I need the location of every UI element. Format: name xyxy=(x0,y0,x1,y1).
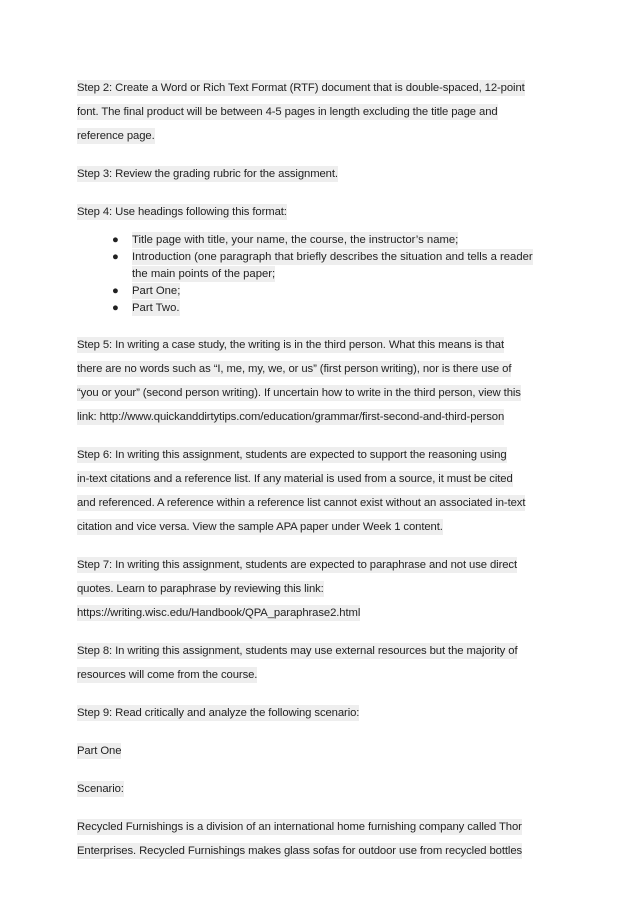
step-5-line-1: Step 5: In writing a case study, the writing is in the third person. What this means is that xyxy=(77,339,504,351)
part-one-heading xyxy=(77,739,567,763)
step-8-line-1: Step 8: In writing this assignment, students may use external resources but the majority of xyxy=(77,645,518,657)
step-7-line-1: Step 7: In writing this assignment, students are expected to paraphrase and not use direct xyxy=(77,559,518,571)
bullet-text: Title page with title, your name, the course, the instructor’s name; xyxy=(132,234,459,246)
list-item xyxy=(112,249,567,283)
bullet-text: Part One; xyxy=(132,285,181,297)
bullet-icon: ● xyxy=(112,251,119,263)
step-2-paragraph xyxy=(77,76,567,148)
step-2-line-3: reference page. xyxy=(77,130,155,142)
headings-bullet-list xyxy=(77,232,567,317)
step-7-paragraph xyxy=(77,553,567,625)
bullet-icon: ● xyxy=(112,302,119,314)
scenario-line-2: Enterprises. Recycled Furnishings makes glass sofas for outdoor use from recycled bottles xyxy=(77,845,523,857)
list-item xyxy=(112,300,567,317)
step-8-paragraph xyxy=(77,639,567,687)
step-4-text: Step 4: Use headings following this format: xyxy=(77,206,287,218)
step-3-paragraph xyxy=(77,162,567,186)
step-4-paragraph xyxy=(77,200,567,224)
step-9-text: Step 9: Read critically and analyze the following scenario: xyxy=(77,707,360,719)
step-5-line-2: there are no words such as “I, me, my, we, or us” (first person writing), nor is there use of xyxy=(77,363,512,375)
scenario-line-1: Recycled Furnishings is a division of an international home furnishing company called Thor xyxy=(77,821,522,833)
scenario-heading xyxy=(77,777,567,801)
scenario-paragraph xyxy=(77,815,567,863)
step-6-line-1: Step 6: In writing this assignment, students are expected to support the reasoning using xyxy=(77,449,507,461)
list-item xyxy=(112,283,567,300)
bullet-text: Introduction (one paragraph that briefly describes the situation and tells a reader xyxy=(132,251,533,263)
scenario-label: Scenario: xyxy=(77,783,124,795)
document-body xyxy=(77,76,567,877)
bullet-text-continued: the main points of the paper; xyxy=(132,268,276,280)
list-item xyxy=(112,232,567,249)
bullet-icon: ● xyxy=(112,234,119,246)
step-7-line-3: https://writing.wisc.edu/Handbook/QPA_paraphrase2.html xyxy=(77,607,361,619)
step-3-text: Step 3: Review the grading rubric for the assignment. xyxy=(77,168,338,180)
step-6-line-3: and referenced. A reference within a reference list cannot exist without an associated in-text xyxy=(77,497,526,509)
step-2-line-1: Step 2: Create a Word or Rich Text Format (RTF) document that is double-spaced, 12-point xyxy=(77,82,525,94)
step-7-line-2: quotes. Learn to paraphrase by reviewing this link: xyxy=(77,583,324,595)
step-6-paragraph xyxy=(77,443,567,539)
step-2-line-2: font. The final product will be between 4-5 pages in length excluding the title page and xyxy=(77,106,498,118)
step-6-line-2: in-text citations and a reference list. If any material is used from a source, it must be cited xyxy=(77,473,513,485)
bullet-icon: ● xyxy=(112,285,119,297)
step-6-line-4: citation and vice versa. View the sample APA paper under Week 1 content. xyxy=(77,521,443,533)
bullet-text: Part Two. xyxy=(132,302,180,314)
step-9-paragraph xyxy=(77,701,567,725)
step-5-line-4: link: http://www.quickanddirtytips.com/education/grammar/first-second-and-third-person xyxy=(77,411,505,423)
step-8-line-2: resources will come from the course. xyxy=(77,669,258,681)
step-5-paragraph xyxy=(77,333,567,429)
step-5-line-3: “you or your” (second person writing). If uncertain how to write in the third person, view this xyxy=(77,387,521,399)
part-one-text: Part One xyxy=(77,745,122,757)
